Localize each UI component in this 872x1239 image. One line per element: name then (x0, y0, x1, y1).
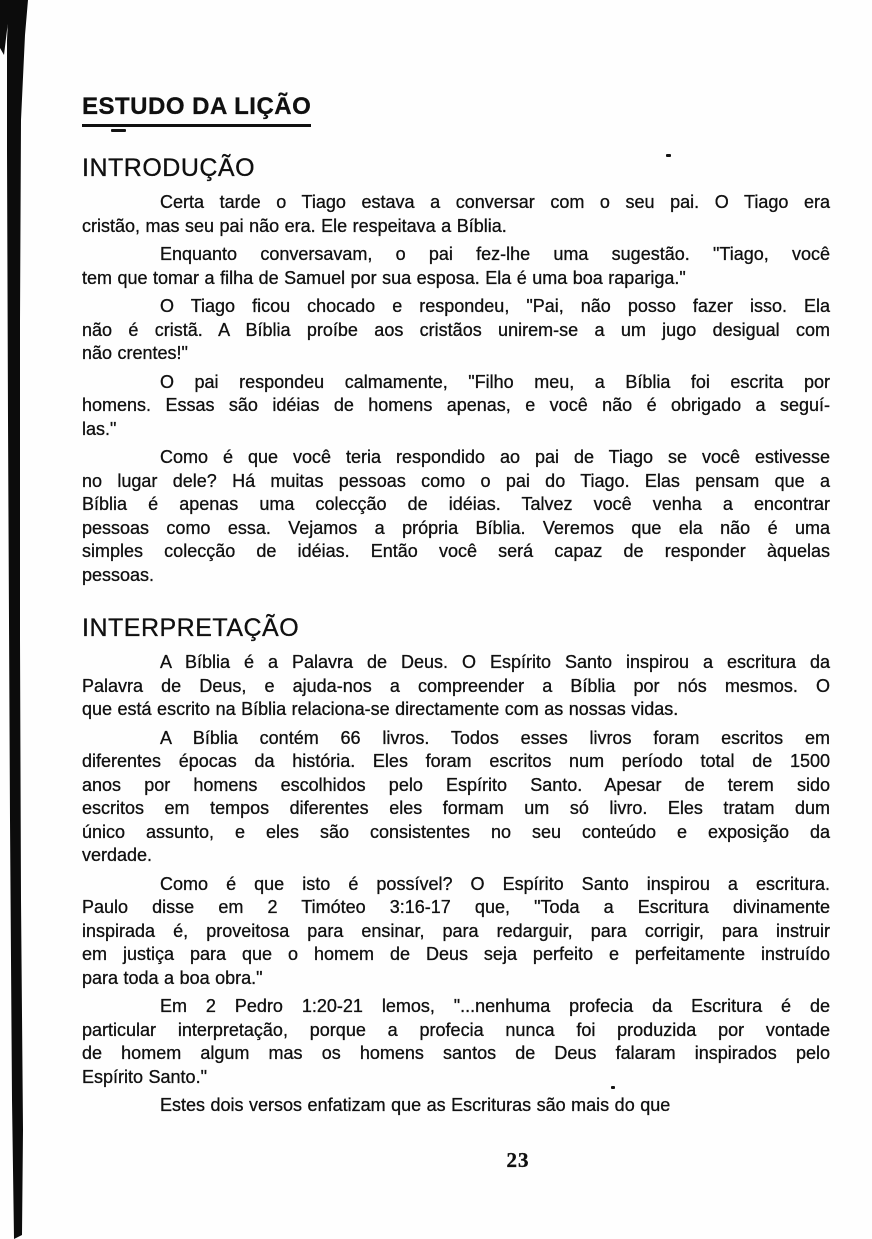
page-number-row (82, 1148, 872, 1173)
scan-spine-bar (0, 0, 60, 1239)
text-line: Como é que isto é possível? O Espírito Santo inspirou a escritura. (160, 873, 830, 894)
text-line: las." (82, 418, 117, 439)
text-line: tem que tomar a filha de Samuel por sua esposa. Ela é uma boa rapariga." (82, 267, 686, 288)
text-line: Espírito Santo." (82, 1066, 207, 1087)
text-line: A Bíblia contém 66 livros. Todos esses livros foram escritos em (160, 727, 830, 748)
text-line: que está escrito na Bíblia relaciona-se directamente com as nossas vidas. (82, 699, 679, 719)
text-line: inspirada é, proveitosa para ensinar, para redarguir, para corrigir, para instruir (82, 920, 830, 941)
text-line: único assunto, e eles são consistentes no seu conteúdo e exposição da (82, 821, 830, 842)
text-line: O pai respondeu calmamente, "Filho meu, a Bíblia foi escrita por (160, 371, 830, 392)
paragraph (82, 995, 830, 1089)
text-line: Paulo disse em 2 Timóteo 3:16-17 que, "Toda a Escritura divinamente (82, 897, 830, 917)
text-line: diferentes épocas da história. Eles foram escritos num período total de 1500 (82, 751, 830, 771)
page-number: 23 (506, 1147, 530, 1172)
text-line: não crentes!" (82, 343, 188, 363)
text-line: homens. Essas são idéias de homens apenas, e você não é obrigado a seguí- (82, 395, 830, 415)
text-line: pessoas como essa. Vejamos a própria Bíblia. Veremos que ela não é uma (82, 517, 830, 538)
paragraph (82, 371, 830, 442)
text-line: escritos em tempos diferentes eles formam um só livro. Eles tratam dum (82, 798, 830, 818)
document-title (82, 92, 830, 127)
section-heading: INTRODUÇÃO (82, 154, 256, 182)
document-content (82, 0, 830, 1173)
paragraph (82, 295, 830, 366)
text-line: no lugar dele? Há muitas pessoas como o pai do Tiago. Elas pensam que a (82, 470, 830, 491)
document-sections (82, 153, 830, 1118)
text-line: Como é que você teria respondido ao pai de Tiago se você estivesse (160, 447, 830, 467)
text-line: simples colecção de idéias. Então você será capaz de responder àquelas (82, 541, 830, 561)
text-line: anos por homens escolhidos pelo Espírito Santo. Apesar de terem sido (82, 774, 830, 795)
paragraph (82, 651, 830, 722)
text-line: cristão, mas seu pai não era. Ele respeitava a Bíblia. (82, 215, 507, 236)
text-line: Em 2 Pedro 1:20-21 lemos, "...nenhuma profecia da Escritura é de (160, 996, 830, 1016)
text-line: Certa tarde o Tiago estava a conversar com o seu pai. O Tiago era (160, 192, 830, 212)
text-line: em justiça para que o homem de Deus seja perfeito e perfeitamente instruído (82, 944, 830, 964)
section-heading: INTERPRETAÇÃO (82, 614, 300, 642)
text-line: Estes dois versos enfatizam que as Escrituras são mais do que (160, 1095, 671, 1115)
text-line: não é cristã. A Bíblia proíbe aos cristãos unirem-se a um jugo desigual com (82, 319, 830, 340)
text-line: A Bíblia é a Palavra de Deus. O Espírito Santo inspirou a escritura da (160, 652, 830, 672)
text-line: de homem algum mas os homens santos de Deus falaram inspirados pelo (82, 1043, 830, 1063)
paragraph (82, 446, 830, 587)
paragraph (82, 727, 830, 868)
paragraph (82, 243, 830, 290)
text-line: para toda a boa obra." (82, 967, 263, 988)
text-line: verdade. (82, 845, 153, 865)
text-line: pessoas. (82, 564, 155, 585)
text-line: O Tiago ficou chocado e respondeu, "Pai, não posso fazer isso. Ela (160, 296, 830, 316)
text-line: particular interpretação, porque a profecia nunca foi produzida por vontade (82, 1019, 830, 1040)
paragraph (82, 873, 830, 991)
text-line: Bíblia é apenas uma colecção de idéias. Talvez você venha a encontrar (82, 494, 830, 514)
text-line: Palavra de Deus, e ajuda-nos a compreender a Bíblia por nós mesmos. O (82, 675, 830, 696)
paragraph (82, 191, 830, 238)
text-line: Enquanto conversavam, o pai fez-lhe uma sugestão. "Tiago, você (160, 244, 830, 264)
document-title-text: ESTUDO DA LIÇÃO (82, 92, 311, 127)
paragraph (82, 1094, 830, 1118)
